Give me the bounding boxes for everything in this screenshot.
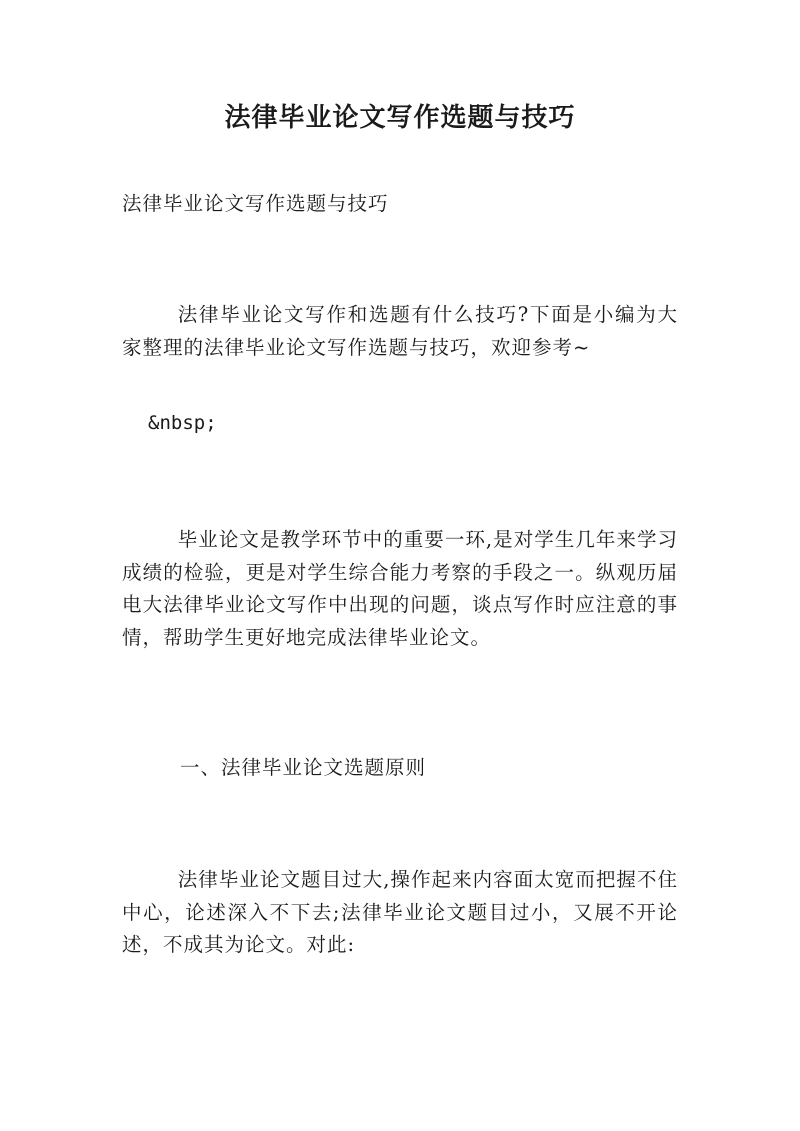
body-paragraph: 毕业论文是教学环节中的重要一环,是对学生几年来学习成绩的检验，更是对学生综合能力考察的手段之一。纵观历届电大法律毕业论文写作中出现的问题，谈点写作时应注意的事情，帮助学生更好地完成法律毕业论文。 [122, 528, 678, 649]
nbsp-text-line: &nbsp; [148, 412, 217, 434]
document-title: 法律毕业论文写作选题与技巧 [224, 103, 576, 133]
intro-paragraph: 法律毕业论文写作和选题有什么技巧?下面是小编为大家整理的法律毕业论文写作选题与技巧，欢迎参考~ [122, 303, 678, 359]
section-paragraph: 法律毕业论文题目过大,操作起来内容面太宽而把握不住中心，论述深入不下去;法律毕业论文题目过小，又展不开论述，不成其为论文。对此: [122, 868, 678, 956]
section-heading: 一、法律毕业论文选题原则 [180, 756, 427, 779]
document-subtitle: 法律毕业论文写作选题与技巧 [122, 192, 389, 215]
